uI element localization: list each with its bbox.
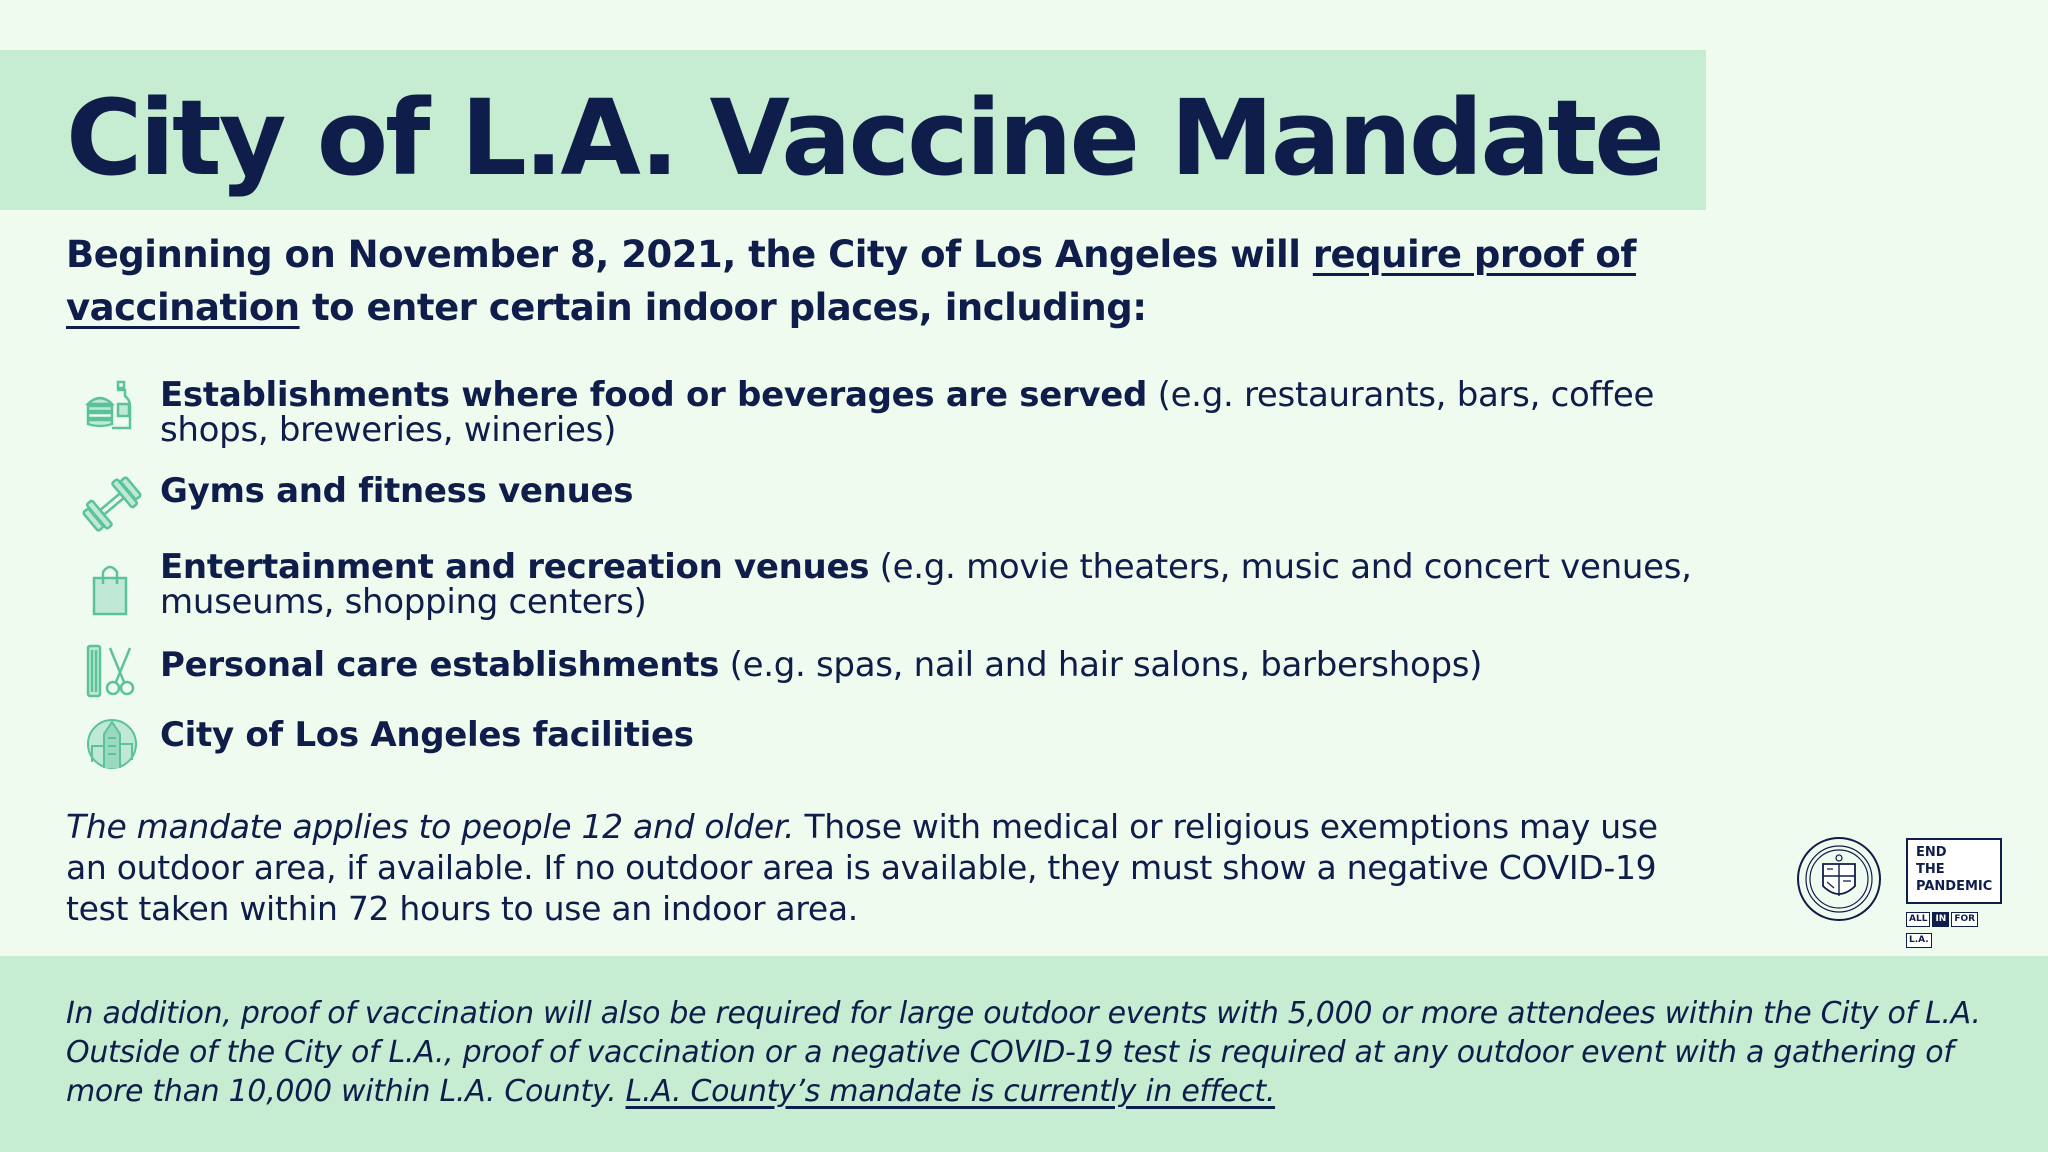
item-bold: Entertainment and recreation venues [160, 547, 870, 587]
intro-before: Beginning on November 8, 2021, the City of Los Angeles will [66, 233, 1313, 276]
comb-scissors-icon [82, 642, 142, 702]
end-the-pandemic-text: END THE PANDEMIC [1916, 845, 1993, 894]
dumbbell-icon [82, 474, 142, 534]
list-item [82, 375, 1722, 450]
end-the-pandemic-logo [1906, 838, 2004, 945]
list-item [82, 471, 1722, 524]
county-mandate-link[interactable]: L.A. County’s mandate is currently in effect. [625, 1074, 1276, 1109]
tag-la: L.A. [1906, 933, 1932, 948]
list-item [82, 645, 1722, 698]
tag-all: ALL [1906, 912, 1930, 927]
item-bold: Gyms and fitness venues [160, 471, 634, 511]
footer-body: In addition, proof of vaccination will also be required for large outdoor events with 5,000 or more attendees within the City of L.A. Outside of the City of L.A., proof of vaccination or a negative COVID-19 test is required at any outdoor event with a gathering of more than 10,000 within L.A. County. [66, 996, 1981, 1109]
item-detail: (e.g. movie theaters, music and concert venues, museums, shopping centers) [160, 547, 1692, 622]
item-detail: (e.g. spas, nail and hair salons, barbershops) [719, 645, 1483, 685]
item-bold: Establishments where food or beverages are served [160, 375, 1148, 415]
page-title: City of L.A. Vaccine Mandate [66, 77, 1662, 199]
shopping-bag-icon [82, 558, 142, 618]
food-beverage-icon [82, 378, 142, 438]
intro-text [66, 228, 1726, 334]
tag-for: FOR [1951, 912, 1978, 927]
end-the-pandemic-box [1906, 838, 2002, 904]
list-item [82, 715, 1722, 768]
note-rest: Those with medical or religious exemptions may use an outdoor area, if available. If no outdoor area is available, they must show a negative COVID-19 test taken within 72 hours to use an indoor area. [66, 807, 1658, 928]
note-italic: The mandate applies to people 12 and older. [66, 807, 795, 846]
tag-in: IN [1932, 912, 1949, 927]
city-seal-icon [1796, 836, 1882, 922]
item-bold: City of Los Angeles facilities [160, 715, 694, 755]
footer-text [66, 994, 2016, 1111]
all-in-for-la-tags [1906, 906, 2004, 945]
item-bold: Personal care establishments [160, 645, 720, 685]
city-building-icon [82, 714, 142, 774]
mandate-note [66, 806, 1686, 929]
item-detail: (e.g. restaurants, bars, coffee shops, breweries, wineries) [160, 375, 1655, 450]
list-item [82, 547, 1722, 622]
require-proof-link[interactable]: require proof of vaccination [66, 233, 1636, 329]
intro-after: to enter certain indoor places, including: [299, 286, 1147, 329]
